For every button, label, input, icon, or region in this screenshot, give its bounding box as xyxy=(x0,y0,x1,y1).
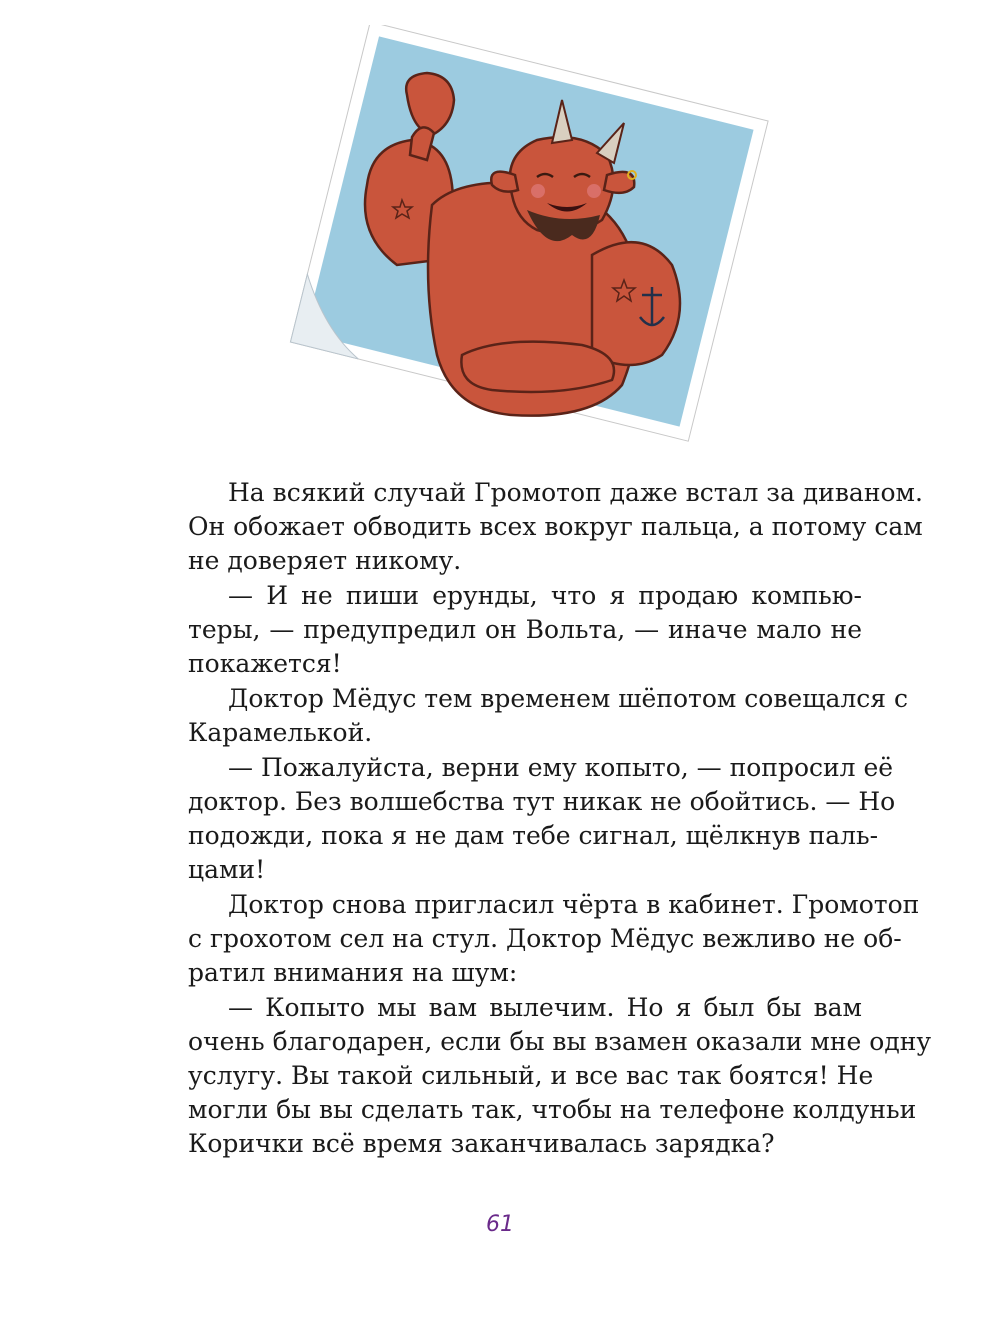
text-line: теры, — предупредил он Вольта, — иначе мало не xyxy=(188,615,862,644)
text-line: — Пожалуйста, верни ему копыто, — попросил её xyxy=(228,753,894,782)
paragraph-1 xyxy=(148,476,923,578)
text-line: — И не пиши ерунды, что я продаю компью- xyxy=(228,581,862,610)
text-line: На всякий случай Громотоп даже встал за диваном. xyxy=(228,478,923,507)
paragraph-2 xyxy=(148,579,862,681)
text-line: Корички всё время заканчивалась зарядка? xyxy=(188,1129,775,1158)
page-number: 61 xyxy=(486,1212,514,1237)
text-line: ратил внимания на шум: xyxy=(188,958,518,987)
text-line: Доктор Мёдус тем временем шёпотом совещался с xyxy=(228,684,908,713)
text-line: не доверяет никому. xyxy=(188,546,462,575)
text-line: услугу. Вы такой сильный, и все вас так боятся! Не xyxy=(188,1061,874,1090)
text-line: подожди, пока я не дам тебе сигнал, щёлкнув паль- xyxy=(188,821,879,850)
paragraph-4 xyxy=(148,751,896,887)
paragraph-5 xyxy=(148,888,920,990)
text-line: покажется! xyxy=(188,649,342,678)
text-line: цами! xyxy=(188,855,266,884)
text-line: Он обожает обводить всех вокруг пальца, а потому сам xyxy=(188,512,923,541)
body-text xyxy=(148,476,932,1162)
text-line: Доктор снова пригласил чёрта в кабинет. Громотоп xyxy=(228,890,920,919)
paragraph-3 xyxy=(148,682,908,750)
text-line: — Копыто мы вам вылечим. Но я был бы вам xyxy=(228,993,862,1022)
text-line: очень благодарен, если бы вы взамен оказали мне одну xyxy=(188,1027,932,1056)
text-line: могли бы вы сделать так, чтобы на телефоне колдуньи xyxy=(188,1095,917,1124)
horned-demon-icon xyxy=(262,25,782,455)
text-line: Карамелькой. xyxy=(188,718,373,747)
demon-photo-illustration xyxy=(262,25,782,455)
text-line: доктор. Без волшебства тут никак не обойтись. — Но xyxy=(188,787,896,816)
text-line: с грохотом сел на стул. Доктор Мёдус вежливо не об- xyxy=(188,924,902,953)
paragraph-6 xyxy=(148,991,932,1161)
